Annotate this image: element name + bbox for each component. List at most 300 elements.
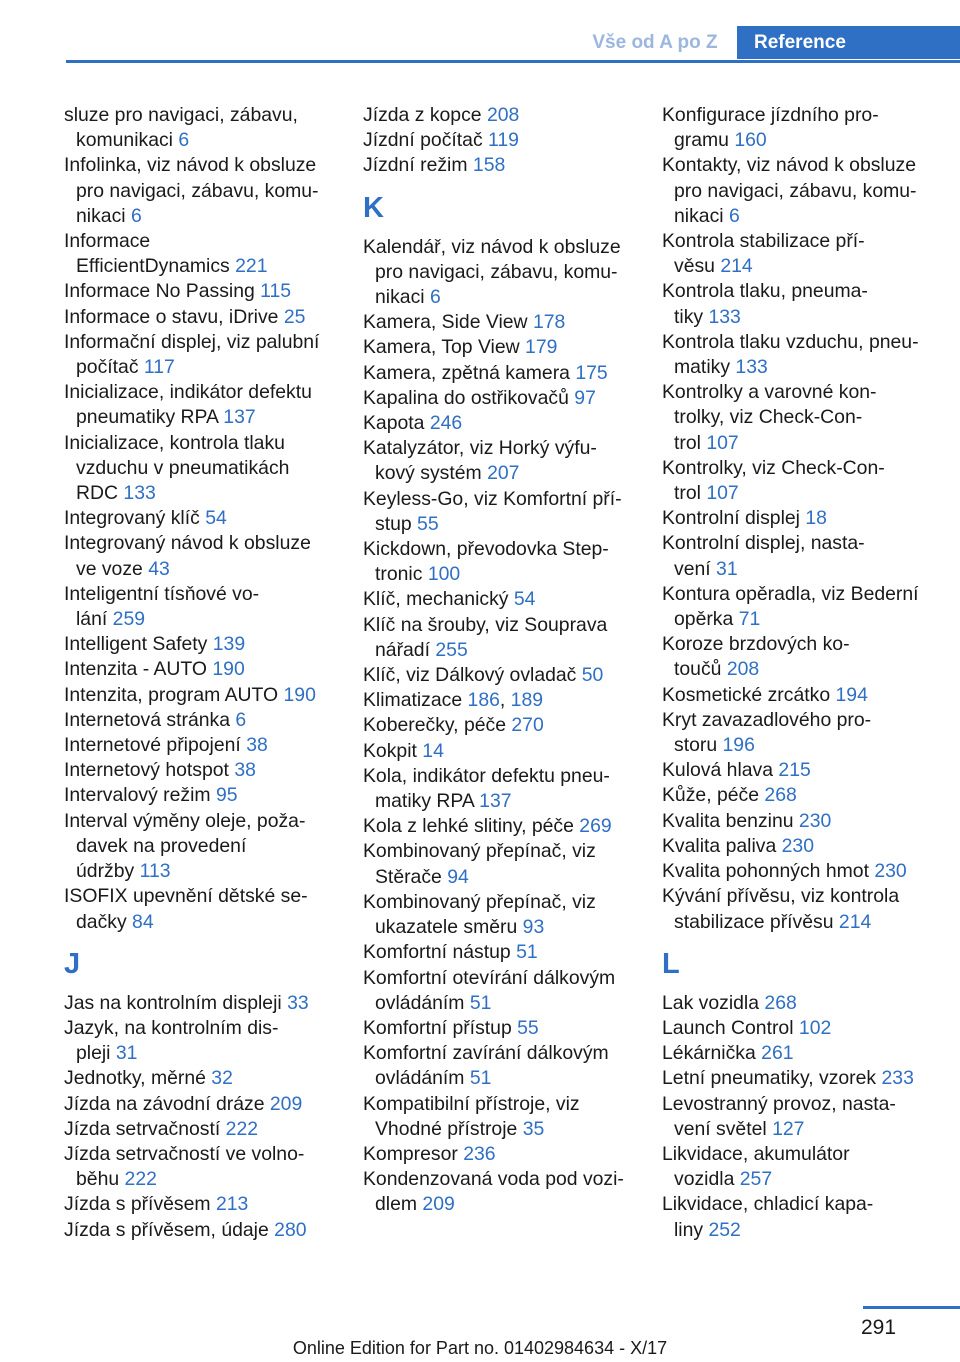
page-ref-link[interactable]: 268 — [764, 991, 797, 1014]
page-ref-link[interactable]: 71 — [738, 608, 761, 631]
index-entry — [662, 1041, 932, 1066]
page-ref-link[interactable]: 207 — [487, 462, 520, 485]
index-entry — [363, 587, 633, 612]
index-letter-heading: J — [64, 947, 81, 980]
page-ref-link[interactable]: 102 — [798, 1016, 832, 1039]
index-entry — [363, 128, 633, 153]
index-entry-continuation — [363, 260, 633, 285]
index-entry-continuation — [662, 1117, 932, 1142]
entry-text: Stěrače — [375, 865, 448, 888]
page-ref-separator: , — [499, 689, 511, 712]
entry-text: Kontrolní displej, nasta‐ — [662, 532, 865, 555]
index-entry — [662, 683, 932, 708]
entry-text: Kola, indikátor defektu pneu‐ — [363, 764, 610, 787]
index-entry-continuation — [662, 355, 932, 380]
page-ref-link[interactable]: 215 — [778, 759, 811, 782]
page-ref-link[interactable]: 133 — [123, 482, 156, 505]
page-ref-link[interactable]: 133 — [735, 356, 768, 379]
entry-text: věsu — [674, 255, 721, 278]
index-entry-continuation — [662, 128, 932, 153]
index-entry-continuation — [662, 481, 932, 506]
page-ref-link[interactable]: 230 — [798, 809, 832, 832]
entry-text: Klimatizace — [363, 689, 468, 712]
entry-text: Kapalina do ostřikovačů — [363, 386, 575, 409]
entry-text: Inicializace, kontrola tlaku — [64, 431, 285, 454]
page-ref-link[interactable]: 115 — [260, 280, 292, 303]
page-ref-link[interactable]: 189 — [510, 689, 544, 712]
index-entry — [662, 1066, 932, 1091]
page-ref-link[interactable]: 127 — [772, 1117, 805, 1140]
entry-text: Kůže, péče — [662, 784, 765, 807]
index-entry — [64, 229, 334, 254]
index-entry — [662, 884, 932, 909]
entry-text: Jízda s přívěsem — [64, 1193, 216, 1216]
page-ref-link[interactable]: 139 — [212, 633, 246, 656]
entry-text: pro navigaci, zábavu, komu‐ — [674, 179, 917, 202]
entry-text: Kontura opěradla, viz Bederní — [662, 582, 919, 605]
entry-text: Informační displej, viz palubní — [64, 330, 320, 353]
entry-text: nářadí — [375, 638, 436, 661]
page-ref-link[interactable]: 50 — [581, 664, 604, 687]
page-ref-link[interactable]: 117 — [143, 356, 175, 379]
index-entry — [363, 966, 633, 991]
page-ref-link[interactable]: 255 — [435, 638, 468, 661]
entry-text: Internetová stránka — [64, 708, 236, 731]
entry-text: Letní pneumatiky, vzorek — [662, 1067, 882, 1090]
entry-text: ukazatele směru — [375, 916, 523, 939]
page-ref-link[interactable]: 208 — [486, 104, 520, 126]
index-entry-continuation — [662, 910, 932, 935]
page-ref-link[interactable]: 25 — [283, 305, 306, 328]
page-ref-link[interactable]: 214 — [838, 910, 872, 933]
index-entry — [662, 380, 932, 405]
page-ref-link[interactable]: 269 — [579, 815, 612, 838]
index-entry — [662, 330, 932, 355]
entry-text: Jízda z kopce — [363, 104, 487, 126]
page-ref-link[interactable]: 221 — [235, 255, 268, 278]
index-entry — [662, 834, 932, 859]
page-ref-link[interactable]: 55 — [517, 1016, 539, 1039]
entry-text: Komfortní nástup — [363, 941, 517, 964]
index-entry-continuation — [662, 1218, 932, 1243]
index-entry — [64, 1066, 334, 1091]
entry-text: Kontrolní displej — [662, 507, 806, 530]
index-entry — [363, 411, 633, 436]
entry-text: trolky, viz Check-Con‐ — [674, 406, 863, 429]
index-letter-heading: L — [662, 947, 680, 980]
entry-text: Kývání přívěsu, viz kontrola — [662, 885, 900, 908]
entry-text: Kontrolky, viz Check-Con‐ — [662, 456, 885, 479]
page-ref-link[interactable]: 97 — [574, 386, 596, 409]
index-entry — [64, 1117, 334, 1142]
page-ref-link[interactable]: 18 — [805, 507, 827, 530]
index-entry — [363, 839, 633, 864]
index-entry — [363, 1092, 633, 1117]
page-ref-link[interactable]: 6 — [235, 708, 247, 731]
index-column-1 — [64, 103, 334, 1243]
entry-text: Levostranný provoz, nasta‐ — [662, 1092, 896, 1115]
entry-text: Jazyk, na kontrolním dis‐ — [64, 1016, 279, 1039]
entry-text: nikaci — [674, 204, 729, 227]
index-entry-continuation — [363, 1192, 633, 1217]
index-entry — [64, 657, 334, 682]
page-ref-link[interactable]: 270 — [511, 714, 544, 737]
index-entry — [64, 632, 334, 657]
entry-text: Kola z lehké slitiny, péče — [363, 815, 580, 838]
index-entry — [662, 708, 932, 733]
entry-text: Kokpit — [363, 739, 423, 762]
page-ref-link[interactable]: 31 — [115, 1042, 138, 1065]
index-entry — [662, 809, 932, 834]
entry-text: Kamera, Top View — [363, 336, 526, 359]
index-entry — [662, 859, 932, 884]
entry-text: Launch Control — [662, 1016, 799, 1039]
index-entry — [662, 279, 932, 304]
index-entry-continuation — [64, 355, 334, 380]
index-entry — [363, 890, 633, 915]
entry-text: vení — [674, 557, 717, 580]
entry-text: Kontakty, viz návod k obsluze — [662, 154, 917, 177]
page-ref-link[interactable]: 84 — [132, 910, 154, 933]
index-entry — [363, 764, 633, 789]
page-ref-link[interactable]: 246 — [429, 412, 463, 435]
index-entry — [64, 783, 334, 808]
index-entry — [64, 1192, 334, 1217]
entry-text: Keyless-Go, viz Komfortní pří‐ — [363, 487, 622, 510]
entry-text: Kombinovaný přepínač, viz — [363, 890, 596, 913]
index-entry — [64, 506, 334, 531]
page-ref-link[interactable]: 133 — [708, 305, 741, 328]
entry-text: Integrovaný klíč — [64, 507, 206, 530]
footer-rule — [863, 1306, 960, 1309]
entry-text: Kvalita benzinu — [662, 809, 799, 832]
index-entry-continuation — [662, 431, 932, 456]
index-entry — [363, 436, 633, 461]
entry-text: Koberečky, péče — [363, 714, 512, 737]
index-entry-continuation — [64, 910, 334, 935]
entry-text: ISOFIX upevnění dětské se‐ — [64, 885, 308, 908]
entry-text: Kapota — [363, 412, 430, 435]
index-column-2 — [363, 103, 633, 1218]
entry-text: Klíč na šrouby, viz Souprava — [363, 613, 608, 636]
entry-text: pro navigaci, zábavu, komu‐ — [375, 260, 618, 283]
entry-text: sluze pro navigaci, zábavu, — [64, 104, 298, 126]
page-ref-link[interactable]: 178 — [532, 311, 566, 334]
page-ref-link[interactable]: 190 — [283, 683, 316, 706]
entry-text: Kontrola stabilizace pří‐ — [662, 230, 865, 253]
entry-text: Informace — [64, 230, 151, 253]
index-entry — [662, 531, 932, 556]
page-ref-link[interactable]: 119 — [488, 129, 519, 152]
index-entry — [363, 335, 633, 360]
index-entry — [64, 809, 334, 834]
entry-text: Kosmetické zrcátko — [662, 683, 836, 706]
index-entry-continuation — [662, 204, 932, 229]
index-entry-continuation — [64, 557, 334, 582]
chapter-tab: Reference — [737, 26, 960, 59]
index-entry-continuation — [64, 179, 334, 204]
index-entry-continuation — [662, 405, 932, 430]
entry-text: Kontrola tlaku vzduchu, pneu‐ — [662, 330, 919, 353]
entry-text: nikaci — [375, 286, 430, 309]
page-ref-link[interactable]: 93 — [522, 916, 545, 939]
index-entry — [662, 153, 932, 178]
page-ref-link[interactable]: 6 — [178, 129, 190, 152]
page-ref-link[interactable]: 107 — [706, 431, 739, 454]
page-ref-link[interactable]: 32 — [211, 1067, 233, 1090]
index-entry — [363, 1041, 633, 1066]
index-entry — [64, 431, 334, 456]
index-entry — [662, 632, 932, 657]
index-entry — [64, 884, 334, 909]
page-ref-link[interactable]: 194 — [835, 683, 868, 706]
entry-text: dačky — [76, 910, 133, 933]
entry-text: stup — [375, 512, 418, 535]
index-entry — [662, 456, 932, 481]
index-entry — [363, 739, 633, 764]
entry-text: Inicializace, indikátor defektu — [64, 381, 312, 404]
page-ref-link[interactable]: 179 — [525, 336, 558, 359]
entry-text: Kryt zavazadlového pro‐ — [662, 708, 872, 731]
index-entry-continuation — [363, 1117, 633, 1142]
page-ref-link[interactable]: 137 — [479, 790, 512, 813]
entry-text: Jízdní režim — [363, 154, 473, 177]
page-ref-link[interactable]: 54 — [513, 588, 536, 611]
page-ref-link[interactable]: 100 — [427, 563, 461, 586]
entry-text: Infolinka, viz návod k obsluze — [64, 154, 317, 177]
index-entry — [64, 1218, 334, 1243]
page-ref-link[interactable]: 137 — [223, 406, 256, 429]
section-tab: Vše od A po Z — [592, 31, 718, 53]
index-entry — [363, 814, 633, 839]
page-header — [0, 0, 960, 62]
index-entry-continuation — [363, 865, 633, 890]
index-entry — [363, 1142, 633, 1167]
index-entry — [662, 229, 932, 254]
page-ref-link[interactable]: 6 — [130, 204, 142, 227]
index-entry — [363, 537, 633, 562]
index-entry — [64, 582, 334, 607]
page-ref-link[interactable]: 214 — [720, 255, 753, 278]
page-ref-link[interactable]: 268 — [764, 784, 797, 807]
page-ref-link[interactable]: 208 — [726, 658, 760, 681]
page-ref-link[interactable]: 6 — [728, 204, 740, 227]
entry-text: trol — [674, 482, 707, 505]
page-ref-link[interactable]: 230 — [874, 860, 907, 883]
index-entry-continuation — [662, 557, 932, 582]
index-entry — [662, 1192, 932, 1217]
index-entry-continuation — [363, 285, 633, 310]
page-ref-link[interactable]: 35 — [522, 1117, 545, 1140]
entry-text: EfficientDynamics — [76, 255, 236, 278]
page-ref-link[interactable]: 43 — [148, 557, 170, 580]
entry-text: Kondenzovaná voda pod vozi‐ — [363, 1168, 624, 1191]
entry-text: Informace o stavu, iDrive — [64, 305, 284, 328]
entry-text: Integrovaný návod k obsluze — [64, 532, 311, 555]
index-entry-continuation — [64, 204, 334, 229]
entry-text: toučů — [674, 658, 727, 681]
entry-text: Jízda na závodní dráze — [64, 1092, 270, 1115]
index-entry-continuation — [363, 991, 633, 1016]
entry-text: vení světel — [674, 1117, 773, 1140]
page-ref-link[interactable]: 222 — [225, 1117, 259, 1140]
index-entry — [363, 1167, 633, 1192]
page-ref-link[interactable]: 158 — [472, 154, 506, 177]
index-entry — [64, 531, 334, 556]
index-entry — [662, 783, 932, 808]
entry-text: Koroze brzdových ko‐ — [662, 633, 850, 656]
entry-text: Katalyzátor, viz Horký výfu‐ — [363, 437, 597, 460]
index-entry — [64, 279, 334, 304]
index-entry — [662, 1142, 932, 1167]
entry-text: Klíč, viz Dálkový ovladač — [363, 664, 582, 687]
entry-text: Intervalový režim — [64, 784, 216, 807]
index-entry-continuation — [64, 405, 334, 430]
index-entry — [662, 506, 932, 531]
index-entry — [363, 688, 633, 713]
page-ref-link[interactable]: 190 — [212, 658, 245, 681]
page-ref-link[interactable]: 196 — [722, 734, 755, 757]
entry-text: Intelligent Safety — [64, 633, 213, 656]
entry-text: nikaci — [76, 204, 131, 227]
index-entry — [662, 582, 932, 607]
entry-text: Kontrola tlaku, pneuma‐ — [662, 280, 868, 303]
entry-text: Kvalita paliva — [662, 834, 782, 857]
entry-text: počítač — [76, 356, 144, 379]
index-entry-continuation — [64, 254, 334, 279]
index-entry — [363, 940, 633, 965]
entry-text: Kulová hlava — [662, 759, 779, 782]
index-entry-continuation — [64, 128, 334, 153]
page-ref-link[interactable]: 51 — [469, 991, 492, 1014]
page-ref-link[interactable]: 51 — [516, 941, 538, 964]
index-entry-continuation — [64, 1167, 334, 1192]
entry-text: Informace No Passing — [64, 280, 261, 303]
entry-text: liny — [674, 1218, 709, 1241]
entry-text: vozidla — [674, 1168, 740, 1191]
entry-text: ovládáním — [375, 1067, 470, 1090]
index-entry-continuation — [363, 512, 633, 537]
page-ref-link[interactable]: 31 — [716, 557, 738, 580]
page-ref-link[interactable]: 175 — [575, 361, 608, 384]
index-entry — [64, 103, 334, 128]
entry-text: dlem — [375, 1193, 423, 1216]
entry-text: Kvalita pohonných hmot — [662, 860, 875, 883]
entry-text: trol — [674, 431, 707, 454]
page-ref-link[interactable]: 213 — [215, 1193, 249, 1216]
entry-text: Internetový hotspot — [64, 759, 235, 782]
page-ref-link[interactable]: 186 — [467, 689, 500, 712]
edition-footer: Online Edition for Part no. 01402984634 - X/17 — [292, 1338, 668, 1358]
index-column-3 — [662, 103, 932, 1243]
index-entry — [64, 758, 334, 783]
page-ref-link[interactable]: 51 — [469, 1067, 492, 1090]
index-entry-continuation — [64, 481, 334, 506]
page-ref-link[interactable]: 94 — [447, 865, 469, 888]
entry-text: Intenzita, program AUTO — [64, 683, 284, 706]
index-entry — [64, 991, 334, 1016]
index-entry — [64, 153, 334, 178]
header-rule — [66, 60, 960, 63]
entry-text: Kickdown, převodovka Step‐ — [363, 538, 609, 561]
page-ref-link[interactable]: 160 — [734, 129, 767, 152]
page-ref-link[interactable]: 107 — [706, 482, 739, 505]
index-entry — [64, 708, 334, 733]
entry-text: Kompatibilní přístroje, viz — [363, 1092, 580, 1115]
page-ref-link[interactable]: 55 — [417, 512, 439, 535]
page-ref-link[interactable]: 38 — [246, 734, 268, 757]
page-ref-link[interactable]: 95 — [215, 784, 238, 807]
page-ref-link[interactable]: 54 — [205, 507, 227, 530]
index-entry — [64, 733, 334, 758]
index-entry — [363, 613, 633, 638]
index-entry-continuation — [662, 1167, 932, 1192]
page-ref-link[interactable]: 113 — [139, 860, 171, 883]
entry-text: opěrka — [674, 608, 739, 631]
index-entry-continuation — [363, 461, 633, 486]
entry-text: pneumatiky RPA — [76, 406, 224, 429]
entry-text: údržby — [76, 860, 140, 883]
entry-text: Kontrolky a varovné kon‐ — [662, 381, 877, 404]
page-ref-link[interactable]: 33 — [287, 991, 309, 1014]
page-ref-link[interactable]: 38 — [234, 759, 256, 782]
entry-text: tiky — [674, 305, 709, 328]
entry-text: tronic — [375, 563, 428, 586]
entry-text: Lak vozidla — [662, 991, 765, 1014]
index-entry — [363, 713, 633, 738]
index-entry-continuation — [363, 638, 633, 663]
index-entry-continuation — [64, 607, 334, 632]
entry-text: Jízdní počítač — [363, 129, 489, 152]
index-entry-continuation — [363, 1066, 633, 1091]
entry-text: Jízda setrvačností — [64, 1117, 226, 1140]
page-ref-link[interactable]: 222 — [124, 1168, 157, 1191]
index-entry — [363, 1016, 633, 1041]
page-ref-link[interactable]: 230 — [781, 834, 814, 857]
index-entry-continuation — [363, 562, 633, 587]
entry-text: Inteligentní tísňové vo‐ — [64, 582, 260, 605]
index-entry-continuation — [363, 789, 633, 814]
entry-text: stabilizace přívěsu — [674, 910, 839, 933]
page-ref-link[interactable]: 236 — [463, 1142, 496, 1165]
index-entry — [64, 305, 334, 330]
index-entry — [64, 1016, 334, 1041]
entry-text: davek na provedení — [76, 834, 247, 857]
page-ref-link[interactable]: 259 — [112, 608, 146, 631]
entry-text: lání — [76, 608, 113, 631]
entry-text: ve voze — [76, 557, 149, 580]
entry-text: komunikaci — [76, 129, 179, 152]
page-ref-link[interactable]: 261 — [761, 1042, 794, 1065]
index-entry — [64, 330, 334, 355]
page-ref-link[interactable]: 209 — [269, 1092, 303, 1115]
index-entry-continuation — [662, 305, 932, 330]
page-ref-link[interactable]: 209 — [422, 1193, 455, 1216]
index-entry — [662, 1092, 932, 1117]
entry-text: ovládáním — [375, 991, 470, 1014]
page-ref-link[interactable]: 257 — [739, 1168, 773, 1191]
index-entry — [363, 663, 633, 688]
index-entry-continuation — [64, 834, 334, 859]
index-entry-continuation — [662, 607, 932, 632]
page-ref-link[interactable]: 233 — [881, 1067, 914, 1090]
page-ref-link[interactable]: 280 — [274, 1218, 307, 1241]
entry-text: Komfortní přístup — [363, 1016, 518, 1039]
page-ref-link[interactable]: 14 — [422, 739, 444, 762]
page-ref-link[interactable]: 6 — [429, 286, 441, 309]
index-entry — [363, 103, 633, 128]
page-ref-link[interactable]: 252 — [708, 1218, 741, 1241]
